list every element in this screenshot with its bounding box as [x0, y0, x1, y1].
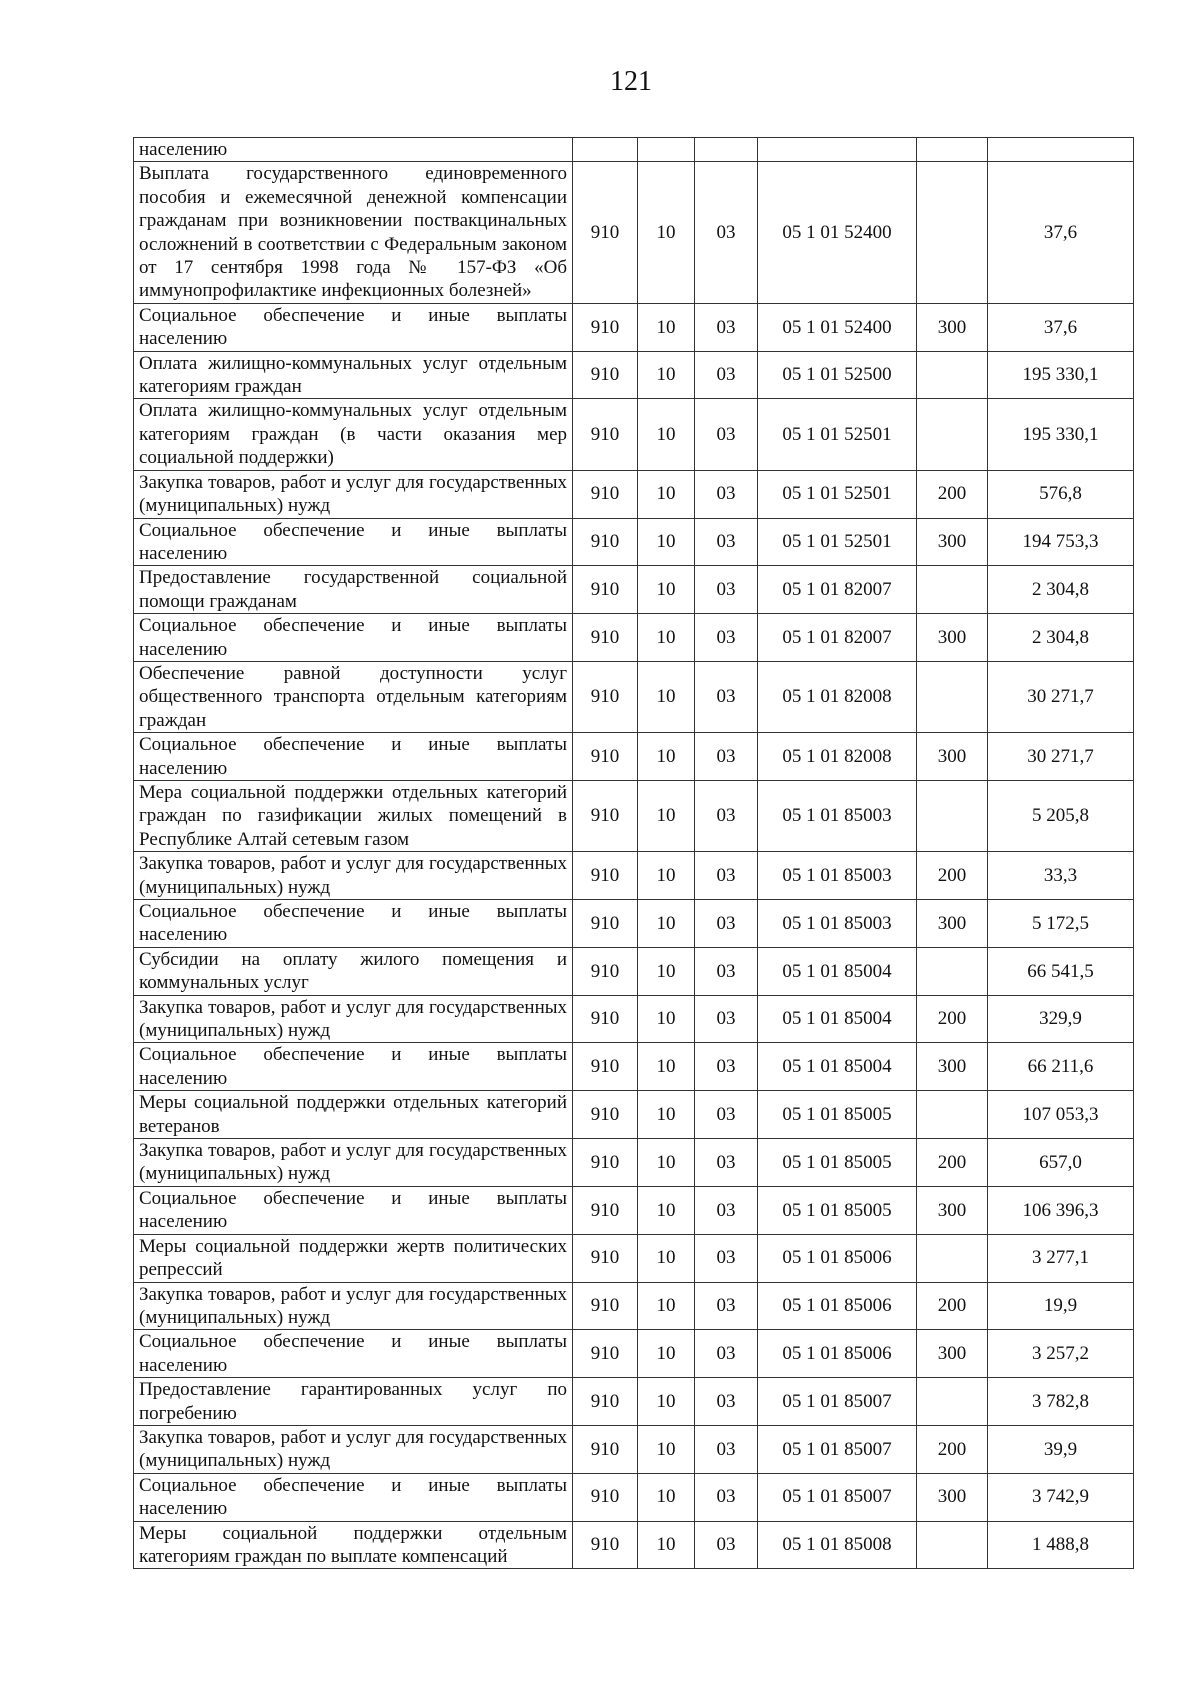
- section-cell: 10: [638, 661, 695, 732]
- table-row: [134, 162, 1134, 303]
- admin-code-cell: 910: [573, 1378, 638, 1426]
- section-cell: 10: [638, 470, 695, 518]
- target-article-cell: 05 1 01 82008: [758, 661, 917, 732]
- target-article-cell: 05 1 01 85003: [758, 900, 917, 948]
- target-article-cell: 05 1 01 85006: [758, 1330, 917, 1378]
- amount-cell: 39,9: [988, 1425, 1134, 1473]
- budget-table: [133, 137, 1134, 1569]
- table-row: [134, 351, 1134, 399]
- expense-name-cell: Меры социальной поддержки жертв политических репрессий: [134, 1234, 573, 1282]
- target-article-cell: 05 1 01 52501: [758, 470, 917, 518]
- target-article-cell: 05 1 01 85004: [758, 995, 917, 1043]
- expense-type-cell: [917, 661, 988, 732]
- section-cell: 10: [638, 566, 695, 614]
- subsection-cell: 03: [695, 470, 758, 518]
- subsection-cell: 03: [695, 733, 758, 781]
- admin-code-cell: 910: [573, 1186, 638, 1234]
- subsection-cell: 03: [695, 1378, 758, 1426]
- table-row: [134, 1186, 1134, 1234]
- expense-name-cell: Оплата жилищно-коммунальных услуг отдельным категориям граждан: [134, 351, 573, 399]
- section-cell: 10: [638, 1282, 695, 1330]
- expense-name-cell: Закупка товаров, работ и услуг для государственных (муниципальных) нужд: [134, 1282, 573, 1330]
- section-cell: 10: [638, 1425, 695, 1473]
- table-row: [134, 138, 1134, 162]
- section-cell: 10: [638, 1378, 695, 1426]
- amount-cell: 1 488,8: [988, 1521, 1134, 1569]
- expense-type-cell: 300: [917, 733, 988, 781]
- amount-cell: 66 541,5: [988, 947, 1134, 995]
- section-cell: 10: [638, 900, 695, 948]
- expense-name-cell: населению: [134, 138, 573, 162]
- expense-type-cell: 300: [917, 518, 988, 566]
- admin-code-cell: 910: [573, 995, 638, 1043]
- table-row: [134, 852, 1134, 900]
- section-cell: 10: [638, 852, 695, 900]
- expense-type-cell: [917, 566, 988, 614]
- table-row: [134, 614, 1134, 662]
- table-row: [134, 470, 1134, 518]
- expense-name-cell: Меры социальной поддержки отдельным категориям граждан по выплате компенсаций: [134, 1521, 573, 1569]
- target-article-cell: 05 1 01 85007: [758, 1378, 917, 1426]
- expense-type-cell: 200: [917, 1282, 988, 1330]
- admin-code-cell: 910: [573, 947, 638, 995]
- table-row: [134, 661, 1134, 732]
- table-row: [134, 1234, 1134, 1282]
- admin-code-cell: 910: [573, 661, 638, 732]
- expense-name-cell: Социальное обеспечение и иные выплаты населению: [134, 518, 573, 566]
- admin-code-cell: 910: [573, 518, 638, 566]
- subsection-cell: 03: [695, 1186, 758, 1234]
- section-cell: 10: [638, 303, 695, 351]
- admin-code-cell: 910: [573, 852, 638, 900]
- admin-code-cell: 910: [573, 351, 638, 399]
- target-article-cell: 05 1 01 52501: [758, 518, 917, 566]
- subsection-cell: 03: [695, 1139, 758, 1187]
- section-cell: [638, 138, 695, 162]
- amount-cell: 30 271,7: [988, 733, 1134, 781]
- target-article-cell: 05 1 01 85005: [758, 1186, 917, 1234]
- amount-cell: 19,9: [988, 1282, 1134, 1330]
- section-cell: 10: [638, 614, 695, 662]
- admin-code-cell: 910: [573, 614, 638, 662]
- section-cell: 10: [638, 995, 695, 1043]
- expense-type-cell: 200: [917, 852, 988, 900]
- table-row: [134, 1043, 1134, 1091]
- section-cell: 10: [638, 518, 695, 566]
- expense-name-cell: Социальное обеспечение и иные выплаты населению: [134, 303, 573, 351]
- section-cell: 10: [638, 947, 695, 995]
- amount-cell: 33,3: [988, 852, 1134, 900]
- page-number: 121: [610, 66, 652, 97]
- subsection-cell: 03: [695, 1473, 758, 1521]
- table-row: [134, 995, 1134, 1043]
- table-row: [134, 1521, 1134, 1569]
- expense-name-cell: Оплата жилищно-коммунальных услуг отдельным категориям граждан (в части оказания мер социальной поддержки): [134, 399, 573, 470]
- expense-type-cell: 300: [917, 1186, 988, 1234]
- target-article-cell: 05 1 01 85007: [758, 1473, 917, 1521]
- admin-code-cell: 910: [573, 1330, 638, 1378]
- section-cell: 10: [638, 1473, 695, 1521]
- expense-type-cell: [917, 1521, 988, 1569]
- subsection-cell: 03: [695, 614, 758, 662]
- amount-cell: 3 742,9: [988, 1473, 1134, 1521]
- amount-cell: 37,6: [988, 303, 1134, 351]
- subsection-cell: 03: [695, 1425, 758, 1473]
- expense-name-cell: Субсидии на оплату жилого помещения и коммунальных услуг: [134, 947, 573, 995]
- amount-cell: 194 753,3: [988, 518, 1134, 566]
- expense-name-cell: Закупка товаров, работ и услуг для государственных (муниципальных) нужд: [134, 1425, 573, 1473]
- subsection-cell: 03: [695, 351, 758, 399]
- subsection-cell: 03: [695, 518, 758, 566]
- expense-type-cell: [917, 162, 988, 303]
- table-row: [134, 947, 1134, 995]
- expense-type-cell: [917, 1378, 988, 1426]
- expense-name-cell: Социальное обеспечение и иные выплаты населению: [134, 1473, 573, 1521]
- admin-code-cell: 910: [573, 1043, 638, 1091]
- expense-type-cell: [917, 780, 988, 851]
- expense-type-cell: 300: [917, 303, 988, 351]
- amount-cell: 2 304,8: [988, 614, 1134, 662]
- subsection-cell: 03: [695, 947, 758, 995]
- admin-code-cell: [573, 138, 638, 162]
- subsection-cell: 03: [695, 900, 758, 948]
- subsection-cell: 03: [695, 1330, 758, 1378]
- subsection-cell: 03: [695, 566, 758, 614]
- admin-code-cell: 910: [573, 1521, 638, 1569]
- admin-code-cell: 910: [573, 566, 638, 614]
- expense-type-cell: 200: [917, 1139, 988, 1187]
- subsection-cell: 03: [695, 852, 758, 900]
- expense-name-cell: Предоставление государственной социальной помощи гражданам: [134, 566, 573, 614]
- table-row: [134, 1091, 1134, 1139]
- amount-cell: 5 205,8: [988, 780, 1134, 851]
- target-article-cell: 05 1 01 52500: [758, 351, 917, 399]
- amount-cell: 37,6: [988, 162, 1134, 303]
- subsection-cell: 03: [695, 1043, 758, 1091]
- subsection-cell: 03: [695, 162, 758, 303]
- expense-name-cell: Закупка товаров, работ и услуг для государственных (муниципальных) нужд: [134, 1139, 573, 1187]
- amount-cell: 3 782,8: [988, 1378, 1134, 1426]
- admin-code-cell: 910: [573, 1139, 638, 1187]
- amount-cell: 329,9: [988, 995, 1134, 1043]
- amount-cell: 5 172,5: [988, 900, 1134, 948]
- section-cell: 10: [638, 1091, 695, 1139]
- table-row: [134, 399, 1134, 470]
- table-row: [134, 733, 1134, 781]
- admin-code-cell: 910: [573, 1234, 638, 1282]
- expense-type-cell: [917, 1091, 988, 1139]
- target-article-cell: 05 1 01 85005: [758, 1091, 917, 1139]
- amount-cell: 657,0: [988, 1139, 1134, 1187]
- target-article-cell: 05 1 01 85007: [758, 1425, 917, 1473]
- amount-cell: 30 271,7: [988, 661, 1134, 732]
- expense-type-cell: [917, 399, 988, 470]
- expense-type-cell: 300: [917, 900, 988, 948]
- expense-name-cell: Социальное обеспечение и иные выплаты населению: [134, 1330, 573, 1378]
- subsection-cell: [695, 138, 758, 162]
- expense-name-cell: Социальное обеспечение и иные выплаты населению: [134, 1186, 573, 1234]
- expense-name-cell: Меры социальной поддержки отдельных категорий ветеранов: [134, 1091, 573, 1139]
- expense-type-cell: [917, 138, 988, 162]
- subsection-cell: 03: [695, 780, 758, 851]
- section-cell: 10: [638, 733, 695, 781]
- amount-cell: 3 277,1: [988, 1234, 1134, 1282]
- amount-cell: 3 257,2: [988, 1330, 1134, 1378]
- amount-cell: 195 330,1: [988, 351, 1134, 399]
- expense-type-cell: [917, 947, 988, 995]
- target-article-cell: 05 1 01 85006: [758, 1234, 917, 1282]
- budget-table-body: [134, 138, 1134, 1569]
- subsection-cell: 03: [695, 399, 758, 470]
- table-row: [134, 566, 1134, 614]
- expense-name-cell: Социальное обеспечение и иные выплаты населению: [134, 614, 573, 662]
- section-cell: 10: [638, 1330, 695, 1378]
- admin-code-cell: 910: [573, 900, 638, 948]
- subsection-cell: 03: [695, 1282, 758, 1330]
- table-row: [134, 1282, 1134, 1330]
- target-article-cell: 05 1 01 85004: [758, 947, 917, 995]
- expense-name-cell: Социальное обеспечение и иные выплаты населению: [134, 1043, 573, 1091]
- expense-type-cell: 200: [917, 470, 988, 518]
- subsection-cell: 03: [695, 1234, 758, 1282]
- subsection-cell: 03: [695, 995, 758, 1043]
- section-cell: 10: [638, 162, 695, 303]
- expense-name-cell: Закупка товаров, работ и услуг для государственных (муниципальных) нужд: [134, 470, 573, 518]
- target-article-cell: 05 1 01 85003: [758, 780, 917, 851]
- table-row: [134, 900, 1134, 948]
- expense-type-cell: 300: [917, 614, 988, 662]
- admin-code-cell: 910: [573, 303, 638, 351]
- target-article-cell: 05 1 01 82007: [758, 614, 917, 662]
- admin-code-cell: 910: [573, 399, 638, 470]
- section-cell: 10: [638, 1234, 695, 1282]
- admin-code-cell: 910: [573, 1091, 638, 1139]
- amount-cell: 576,8: [988, 470, 1134, 518]
- admin-code-cell: 910: [573, 1425, 638, 1473]
- section-cell: 10: [638, 1186, 695, 1234]
- expense-name-cell: Обеспечение равной доступности услуг общественного транспорта отдельным категориям граждан: [134, 661, 573, 732]
- target-article-cell: 05 1 01 85008: [758, 1521, 917, 1569]
- section-cell: 10: [638, 1139, 695, 1187]
- target-article-cell: 05 1 01 52400: [758, 162, 917, 303]
- expense-type-cell: 300: [917, 1330, 988, 1378]
- subsection-cell: 03: [695, 1521, 758, 1569]
- expense-type-cell: 200: [917, 995, 988, 1043]
- subsection-cell: 03: [695, 661, 758, 732]
- target-article-cell: [758, 138, 917, 162]
- section-cell: 10: [638, 399, 695, 470]
- admin-code-cell: 910: [573, 162, 638, 303]
- target-article-cell: 05 1 01 85006: [758, 1282, 917, 1330]
- expense-type-cell: 300: [917, 1043, 988, 1091]
- target-article-cell: 05 1 01 82007: [758, 566, 917, 614]
- admin-code-cell: 910: [573, 780, 638, 851]
- amount-cell: 195 330,1: [988, 399, 1134, 470]
- admin-code-cell: 910: [573, 1282, 638, 1330]
- amount-cell: 107 053,3: [988, 1091, 1134, 1139]
- expense-name-cell: Социальное обеспечение и иные выплаты населению: [134, 733, 573, 781]
- section-cell: 10: [638, 1043, 695, 1091]
- table-row: [134, 1378, 1134, 1426]
- target-article-cell: 05 1 01 52400: [758, 303, 917, 351]
- section-cell: 10: [638, 1521, 695, 1569]
- section-cell: 10: [638, 351, 695, 399]
- expense-name-cell: Социальное обеспечение и иные выплаты населению: [134, 900, 573, 948]
- table-row: [134, 1330, 1134, 1378]
- expense-name-cell: Предоставление гарантированных услуг по погребению: [134, 1378, 573, 1426]
- subsection-cell: 03: [695, 1091, 758, 1139]
- amount-cell: [988, 138, 1134, 162]
- amount-cell: 2 304,8: [988, 566, 1134, 614]
- expense-name-cell: Мера социальной поддержки отдельных категорий граждан по газификации жилых помещений в Республике Алтай сетевым газом: [134, 780, 573, 851]
- table-row: [134, 1473, 1134, 1521]
- target-article-cell: 05 1 01 85005: [758, 1139, 917, 1187]
- expense-type-cell: [917, 1234, 988, 1282]
- subsection-cell: 03: [695, 303, 758, 351]
- admin-code-cell: 910: [573, 733, 638, 781]
- expense-type-cell: [917, 351, 988, 399]
- expense-name-cell: Закупка товаров, работ и услуг для государственных (муниципальных) нужд: [134, 852, 573, 900]
- expense-type-cell: 300: [917, 1473, 988, 1521]
- amount-cell: 66 211,6: [988, 1043, 1134, 1091]
- amount-cell: 106 396,3: [988, 1186, 1134, 1234]
- table-row: [134, 1139, 1134, 1187]
- target-article-cell: 05 1 01 82008: [758, 733, 917, 781]
- target-article-cell: 05 1 01 85004: [758, 1043, 917, 1091]
- table-row: [134, 303, 1134, 351]
- section-cell: 10: [638, 780, 695, 851]
- table-row: [134, 780, 1134, 851]
- admin-code-cell: 910: [573, 470, 638, 518]
- admin-code-cell: 910: [573, 1473, 638, 1521]
- table-row: [134, 1425, 1134, 1473]
- target-article-cell: 05 1 01 85003: [758, 852, 917, 900]
- expense-name-cell: Закупка товаров, работ и услуг для государственных (муниципальных) нужд: [134, 995, 573, 1043]
- expense-name-cell: Выплата государственного единовременного пособия и ежемесячной денежной компенсации гражданам при возникновении поствакцинальных осложнений в соответствии с Федеральным законом от 17 сентября 1998 года № 157-ФЗ «Об иммунопрофилактике инфекционных болезней»: [134, 162, 573, 303]
- table-row: [134, 518, 1134, 566]
- expense-type-cell: 200: [917, 1425, 988, 1473]
- target-article-cell: 05 1 01 52501: [758, 399, 917, 470]
